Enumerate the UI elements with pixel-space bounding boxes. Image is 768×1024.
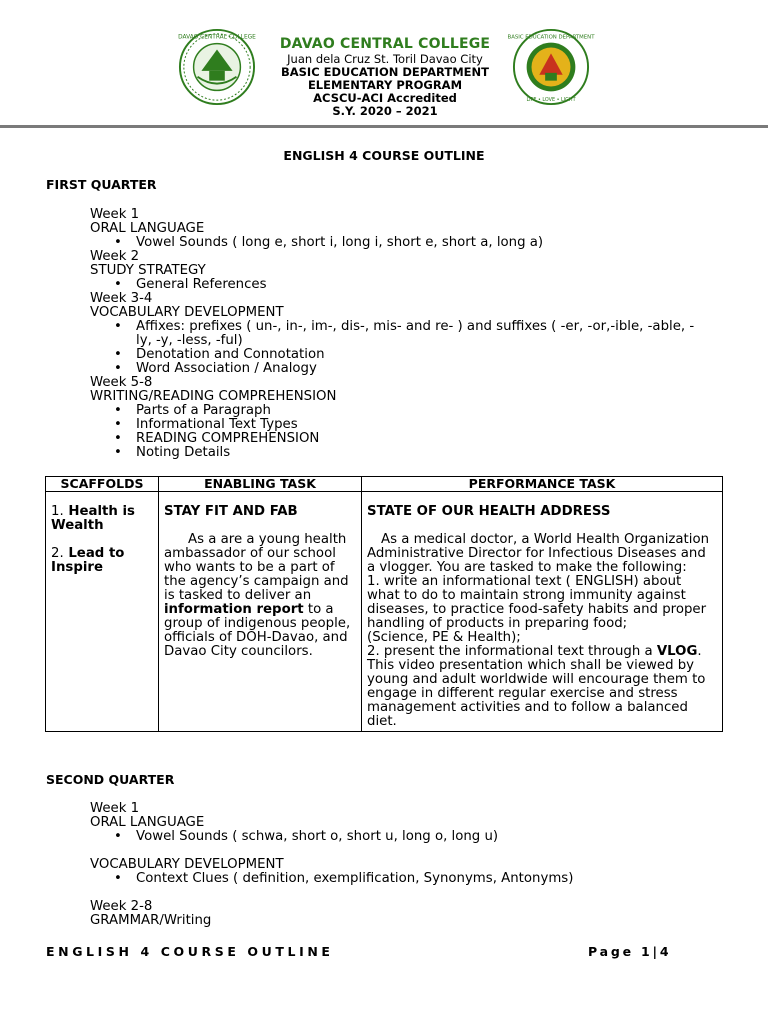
first-quarter-outline: [90, 208, 730, 460]
college-address: Juan dela Cruz St. Toril Davao City: [287, 52, 483, 66]
performance-task-item: 1. write an informational text ( ENGLISH) about what to do to maintain strong immunity against diseases, to practice food-safety habits and proper handling of products in preparing food;: [367, 574, 707, 631]
enabling-task-description: [164, 533, 356, 659]
second-quarter-heading: SECOND QUARTER: [46, 772, 175, 787]
seal-lettering: BASIC EDUCATION DEPARTMENT: [507, 34, 595, 41]
page-number: Page 1|4: [588, 944, 672, 959]
letterhead-text: [260, 36, 510, 118]
enabling-task-title: STAY FIT AND FAB: [164, 504, 298, 519]
department-seal-logo: [507, 28, 595, 106]
column-header-performance-task: PERFORMANCE TASK: [362, 477, 723, 492]
scaffold-item: [51, 547, 153, 575]
list-item: • Vowel Sounds ( long e, short i, long i, short e, short a, long a): [90, 236, 730, 250]
performance-task-title: STATE OF OUR HEALTH ADDRESS: [367, 504, 611, 519]
letterhead: [0, 24, 768, 124]
college-name: DAVAO CENTRAL COLLEGE: [279, 36, 491, 52]
performance-text: . This video presentation which shall be viewed by young and adult worldwide will encourage them to engage in different regular exercise and stress management activities and to follow a balanced diet.: [367, 644, 706, 729]
college-seal-logo: [178, 28, 256, 106]
performance-text: 2. present the informational text through a: [367, 644, 657, 659]
list-item: • Word Association / Analogy: [90, 362, 730, 376]
topic-heading: STUDY STRATEGY: [90, 263, 206, 278]
week-label: Week 5-8: [90, 375, 153, 390]
header-divider: [0, 125, 768, 128]
topic-heading: VOCABULARY DEVELOPMENT: [90, 857, 284, 872]
school-year: S.Y. 2020 – 2021: [332, 104, 438, 118]
list-item: • Vowel Sounds ( schwa, short o, short u, long o, long u): [90, 830, 730, 844]
scaffold-title: Health is Wealth: [51, 504, 135, 533]
topic-heading: GRAMMAR/Writing: [90, 913, 212, 928]
topic-heading: VOCABULARY DEVELOPMENT: [90, 305, 284, 320]
column-header-scaffolds: SCAFFOLDS: [46, 477, 159, 492]
column-header-enabling-task: ENABLING TASK: [159, 477, 362, 492]
enabling-emphasis: information report: [164, 602, 304, 617]
seal-motto: LIFE • LOVE • LIGHT: [526, 97, 576, 104]
list-item: • Noting Details: [90, 446, 730, 460]
performance-task-subjects: (Science, PE & Health);: [367, 630, 521, 645]
performance-task-item: [367, 645, 717, 729]
document-title: ENGLISH 4 COURSE OUTLINE: [283, 148, 485, 163]
scaffold-item: [51, 505, 153, 533]
scaffold-number: 1.: [51, 504, 64, 519]
table-header-row: [46, 477, 723, 492]
week-label: Week 1: [90, 801, 140, 816]
scaffold-title: Lead to Inspire: [51, 546, 125, 575]
topic-heading: WRITING/READING COMPREHENSION: [90, 389, 337, 404]
table-row: [46, 492, 723, 732]
week-label: Week 2: [90, 249, 140, 264]
tasks-table: [45, 476, 723, 732]
list-item: • Parts of a Paragraph: [90, 404, 730, 418]
scaffolds-cell: [46, 492, 159, 732]
list-item: • Denotation and Connotation: [90, 348, 730, 362]
topic-heading: ORAL LANGUAGE: [90, 815, 205, 830]
list-item: • Affixes: prefixes ( un-, in-, im-, dis-, mis- and re- ) and suffixes ( -er, -or,-ible, -able, -ly, -y, -less, -ful): [90, 320, 696, 348]
topic-heading: ORAL LANGUAGE: [90, 221, 205, 236]
enabling-task-cell: [159, 492, 362, 732]
department-name: BASIC EDUCATION DEPARTMENT: [280, 65, 489, 79]
seal-lettering: DAVAO CENTRAL COLLEGE: [178, 34, 256, 41]
enabling-text: As a are a young health ambassador of our school who wants to be a part of the agency’s campaign and is tasked to deliver an: [164, 532, 349, 603]
accreditation: ACSCU-ACI Accredited: [313, 91, 457, 105]
first-quarter-heading: FIRST QUARTER: [46, 177, 157, 192]
footer-title: ENGLISH 4 COURSE OUTLINE: [46, 944, 334, 959]
enabling-text: to a group of indigenous people, officials of DOH-Davao, and Davao City councilors.: [164, 602, 351, 659]
performance-task-cell: [362, 492, 723, 732]
list-item: • Context Clues ( definition, exemplification, Synonyms, Antonyms): [90, 872, 730, 886]
performance-emphasis: VLOG: [656, 644, 698, 659]
scaffold-number: 2.: [51, 546, 64, 561]
list-item: • READING COMPREHENSION: [90, 432, 730, 446]
week-label: Week 3-4: [90, 291, 153, 306]
performance-task-intro: As a medical doctor, a World Health Organization Administrative Director for Infectious Diseases and a vlogger. You are tasked to make the following:: [367, 532, 710, 575]
week-label: Week 2-8: [90, 899, 153, 914]
second-quarter-outline: [90, 802, 730, 928]
list-item: • Informational Text Types: [90, 418, 730, 432]
week-label: Week 1: [90, 207, 140, 222]
list-item: • General References: [90, 278, 730, 292]
program-name: ELEMENTARY PROGRAM: [307, 78, 463, 92]
